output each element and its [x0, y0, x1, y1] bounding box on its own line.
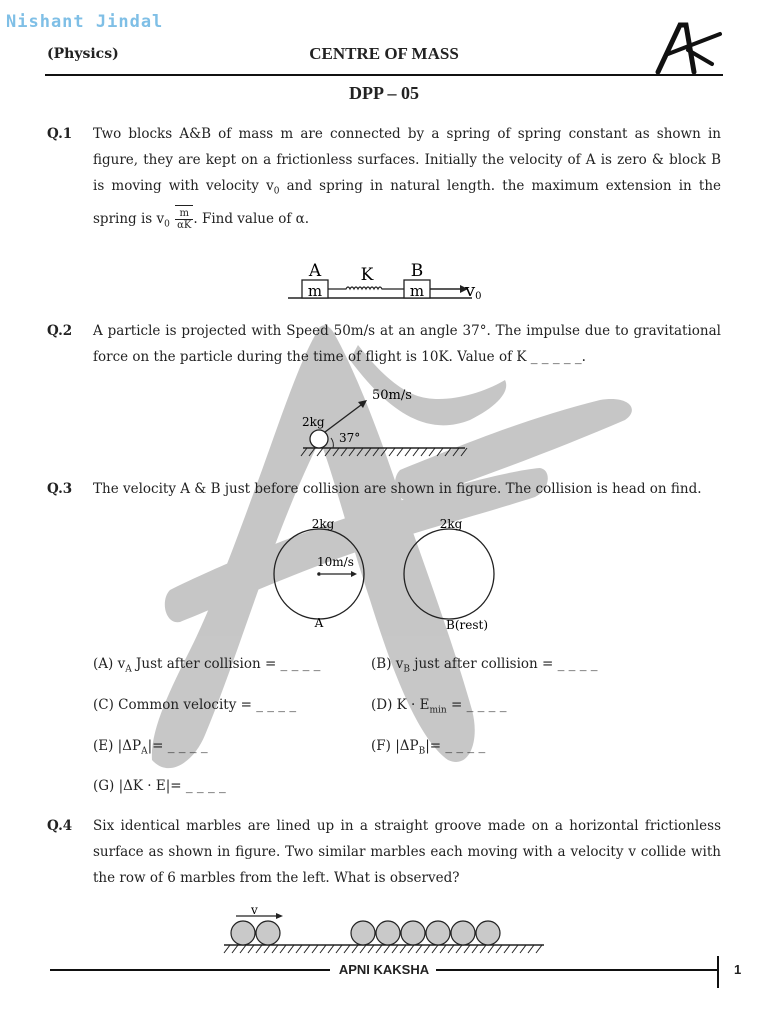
stationary-marble	[451, 921, 475, 945]
velocity-a-label: 10m/s	[317, 555, 354, 569]
velocity-label: v	[251, 903, 258, 917]
stationary-marble	[426, 921, 450, 945]
brand-logo	[650, 20, 725, 75]
mass-a-label: 2kg	[311, 517, 335, 531]
footer-brand: APNI KAKSHA	[338, 962, 430, 977]
ball-a-label: A	[314, 616, 324, 630]
page-title: CENTRE OF MASS	[309, 44, 459, 63]
option-g: (G) |ΔK · E|= _ _ _ _	[93, 778, 226, 794]
question-text: The velocity A & B just before collision are shown in figure. The collision is head on find.	[93, 481, 702, 497]
stationary-marble	[351, 921, 375, 945]
q2-figure	[295, 382, 470, 460]
angle-label: 37°	[339, 431, 361, 445]
sheet-title: DPP – 05	[349, 83, 419, 103]
question-number: Q.2	[47, 323, 73, 339]
question-number: Q.4	[47, 818, 73, 834]
header-rule	[45, 74, 723, 76]
block-a-label: A	[308, 261, 322, 281]
option-e: (E) $|\Delta P_A|=$ _ _ _ _	[93, 738, 208, 757]
mass-label: m	[307, 282, 323, 300]
mass-label: m	[409, 282, 425, 300]
page-number: 1	[734, 962, 742, 977]
question-text: A particle is projected with Speed 50m/s at an angle 37°. The impulse due to gravitational force on the particle during the time of flight is 10K. Value of K _ _ _ _ _.	[93, 323, 721, 365]
option-b: (B) $v_B$ just after collision = _ _ _ _	[371, 656, 598, 675]
q3-figure	[265, 512, 505, 637]
question-number: Q.3	[47, 481, 73, 497]
fraction: $\frac{m}{\alpha K}$	[177, 207, 192, 231]
option-f: (F) $|\Delta P_B|=$ _ _ _ _	[371, 738, 486, 757]
mass-b-label: 2kg	[439, 517, 463, 531]
moving-marble	[231, 921, 255, 945]
stationary-marble	[401, 921, 425, 945]
q1-figure	[280, 256, 490, 304]
footer-divider	[717, 956, 719, 988]
block-b-label: B	[410, 261, 424, 281]
speed-label: 50m/s	[372, 388, 412, 403]
option-d: (D) $K \cdot E_{min}$ = _ _ _ _	[371, 697, 507, 716]
q4-figure	[220, 902, 550, 956]
moving-marble	[256, 921, 280, 945]
option-a: (A) $v_A$ Just after collision = _ _ _ _	[93, 656, 321, 675]
sqrt-symbol	[175, 205, 193, 232]
ball-b-label: B(rest)	[446, 618, 488, 632]
subject-label: (Physics)	[47, 46, 119, 62]
velocity-label: v0	[465, 280, 482, 302]
question-text: Two blocks A&B of mass m are connected by a spring of spring constant as shown in figure, they are kept on a frictionless surfaces. Initially the velocity of A is zero & block B is moving with velocity $v_0$ and spring in natural length. the maximum extension in the spring is $v_0$ $\frac{m}{\alpha K}$ . Find value of α.	[93, 126, 722, 231]
mass-label: 2kg	[302, 415, 325, 429]
stationary-marble	[476, 921, 500, 945]
question-number: Q.1	[47, 126, 73, 142]
stationary-marble	[376, 921, 400, 945]
spring-label: K	[360, 265, 374, 285]
option-c: (C) Common velocity = _ _ _ _	[93, 697, 297, 713]
question-text: Six identical marbles are lined up in a straight groove made on a horizontal frictionless surface as shown in figure. Two similar marbles each moving with a velocity v collide with the row of 6 marbles from the left. What is observed?	[93, 818, 721, 886]
watermark-author: Nishant Jindal	[6, 12, 164, 32]
